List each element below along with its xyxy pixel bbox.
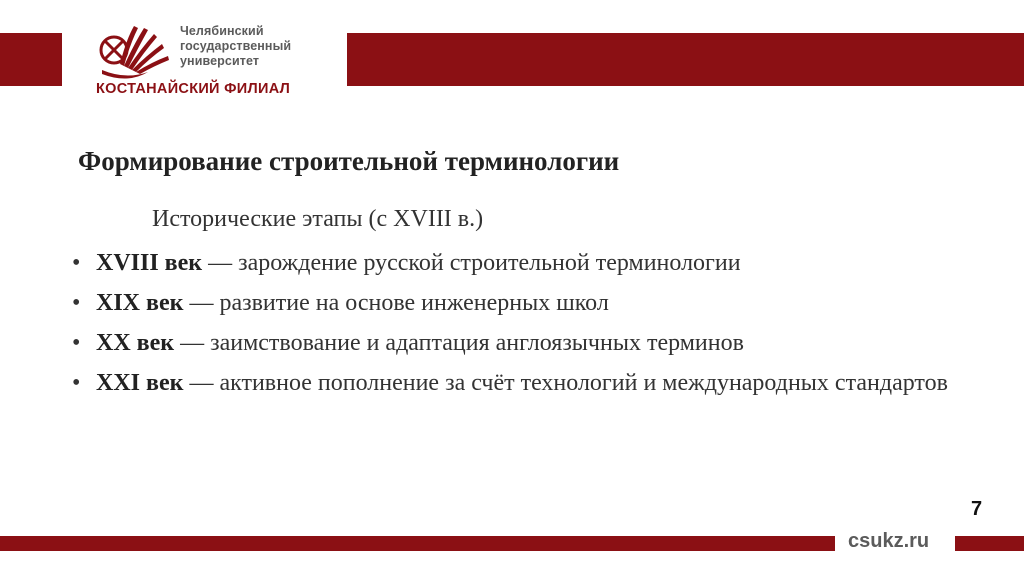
slide-title: Формирование строительной терминологии	[78, 146, 620, 176]
university-name	[180, 24, 291, 69]
list-item-text: — зарождение русской строительной терминологии	[202, 250, 741, 276]
bullet-icon: •	[72, 330, 81, 356]
university-name-line1: Челябинский	[180, 24, 264, 38]
list-item-era: XXI век	[96, 370, 184, 396]
footer-bar-left	[0, 536, 835, 551]
university-name-line3: университет	[180, 54, 260, 68]
university-emblem-icon	[96, 20, 180, 80]
footer-bar-right	[955, 536, 1024, 551]
university-logo	[96, 18, 346, 106]
bullet-icon: •	[72, 290, 81, 316]
list-item-era: XIX век	[96, 290, 184, 316]
list-item-era: XVIII век	[96, 250, 203, 276]
branch-name: КОСТАНАЙСКИЙ ФИЛИАЛ	[96, 81, 291, 97]
list-item	[70, 248, 970, 278]
list-item	[70, 368, 970, 398]
list-item-text: — развитие на основе инженерных школ	[183, 290, 609, 316]
university-name-line2: государственный	[180, 39, 292, 53]
header-bar-right	[347, 33, 1024, 86]
bullet-icon: •	[72, 250, 81, 276]
list-item-text: — активное пополнение за счёт технологий и международных стандартов	[183, 370, 948, 396]
stages-list	[70, 248, 970, 408]
list-item	[70, 328, 970, 358]
list-item	[70, 288, 970, 318]
page-number: 7	[971, 498, 983, 520]
footer-website: csukz.ru	[848, 530, 930, 552]
list-item-era: XX век	[96, 330, 175, 356]
bullet-icon: •	[72, 370, 81, 396]
header-bar-left	[0, 33, 62, 86]
list-item-text: — заимствование и адаптация англоязычных терминов	[174, 330, 744, 356]
slide-subtitle: Исторические этапы (с XVIII в.)	[152, 206, 484, 232]
